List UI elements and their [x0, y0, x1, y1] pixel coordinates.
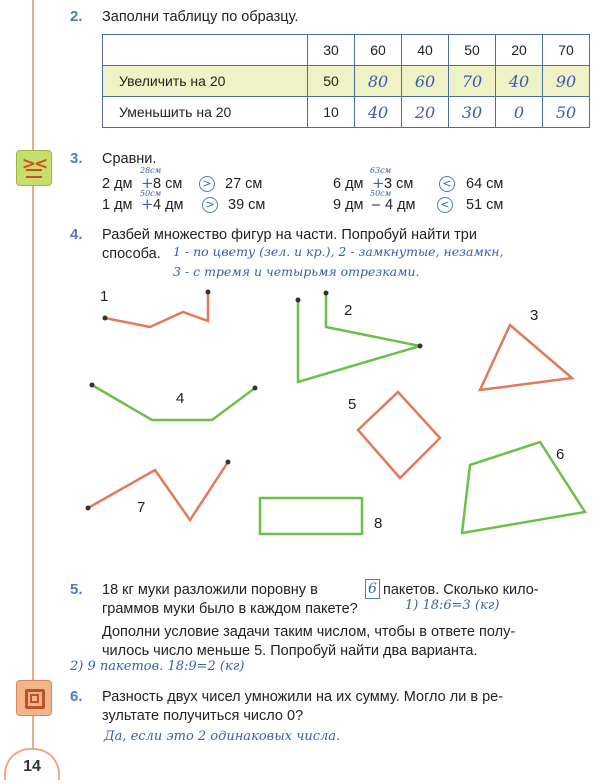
task6-number: 6. [70, 688, 83, 705]
figure-1-endpoint [206, 290, 211, 295]
compare-right: 51 см [466, 197, 504, 213]
figure-label-1: 1 [100, 288, 109, 305]
figure-3-shape [480, 325, 572, 390]
handwritten-note: 28см [140, 166, 162, 175]
task2-text: Заполни таблицу по образцу. [102, 9, 299, 25]
figure-7-endpoint [86, 506, 91, 511]
task5-line2: граммов муки было в каждом пакете? [102, 601, 358, 617]
table-header-cell: 40 [402, 35, 449, 66]
number-box: 6 [365, 579, 380, 599]
compare-marker-icon: >< [16, 150, 52, 186]
task6-line1: Разность двух чисел умножили на их сумму. Могло ли в ре- [102, 689, 504, 705]
task4-number: 4. [70, 226, 83, 243]
compare-sign-circle: > [199, 176, 215, 192]
page-number: 14 [4, 748, 60, 780]
row-label-increase: Увеличить на 20 [103, 66, 308, 97]
figure-label-2: 2 [344, 302, 353, 319]
figure-label-5: 5 [348, 396, 357, 413]
table-cell: 50 [308, 66, 355, 97]
task5-line1a: 18 кг муки разложили поровну в [102, 582, 318, 598]
figure-label-8: 8 [374, 515, 383, 532]
task5-line1b: пакетов. Сколько кило- [383, 582, 539, 598]
task3-text: Сравни. [102, 151, 157, 167]
handwritten-cell: 50 [543, 97, 590, 128]
table-header-cell: 60 [355, 35, 402, 66]
handwritten-cell: 40 [496, 66, 543, 97]
table-header-cell: 20 [496, 35, 543, 66]
handwritten-note: 50см [370, 189, 392, 198]
handwritten-plus: + [372, 174, 385, 192]
figure-1-endpoint [103, 316, 108, 321]
figure-2-shape [298, 293, 420, 382]
compare-left: 2 дм [102, 176, 133, 192]
compare-right: 64 см [466, 176, 504, 192]
compare-sign-circle: < [437, 197, 453, 213]
figure-label-4: 4 [176, 390, 185, 407]
compare-left: 6 дм [333, 176, 364, 192]
figure-2-vertex [418, 344, 423, 349]
task5-line4: чилось число меньше 5. Попробуй найти два варианта. [102, 643, 478, 659]
compare-sign-circle: > [202, 197, 218, 213]
task5-number: 5. [70, 581, 83, 598]
figure-6-shape [462, 442, 585, 533]
handwritten-answer: Да, если это 2 одинаковых числа. [104, 729, 341, 744]
task6-line2: зультате получиться число 0? [102, 708, 304, 724]
figure-2-endpoint [296, 298, 301, 303]
task5-line3: Дополни условие задачи таким числом, чтобы в ответе полу- [102, 624, 516, 640]
task2-number: 2. [70, 8, 83, 25]
spiral-marker-icon [16, 680, 52, 716]
handwritten-answer: 3 - с тремя и четырьмя отрезками. [173, 264, 420, 279]
handwritten-cell: 70 [449, 66, 496, 97]
handwritten-answer: 1) 18:6=3 (кг) [405, 598, 500, 613]
figure-7-shape [88, 462, 228, 520]
handwritten-note: 50см [140, 189, 162, 198]
handwritten-cell: 40 [355, 97, 402, 128]
compare-right: 27 см [225, 176, 263, 192]
handwritten-cell: 90 [543, 66, 590, 97]
handwritten-answer: 2) 9 пакетов. 18:9=2 (кг) [70, 659, 245, 674]
compare-sign-circle: < [439, 176, 455, 192]
figure-4-endpoint [253, 386, 258, 391]
figure-2-endpoint [324, 291, 329, 296]
figure-4-shape [92, 385, 255, 420]
figure-1-shape [105, 292, 208, 327]
minus-sign: – [372, 197, 381, 213]
compare-left: 3 см [384, 176, 414, 192]
compare-left: 1 дм [102, 197, 133, 213]
figure-8-shape [260, 498, 362, 534]
handwritten-cell: 80 [355, 66, 402, 97]
row-label-decrease: Уменьшить на 20 [103, 97, 308, 128]
compare-left: 4 дм [153, 197, 184, 213]
handwritten-note: 63см [370, 166, 392, 175]
compare-right: 39 см [228, 197, 266, 213]
figure-label-7: 7 [137, 499, 146, 516]
handwritten-cell: 30 [449, 97, 496, 128]
figure-label-3: 3 [530, 307, 539, 324]
handwritten-plus: + [141, 195, 154, 213]
figure-5-shape [358, 392, 440, 478]
table-header-cell: 50 [449, 35, 496, 66]
figure-4-endpoint [90, 383, 95, 388]
handwritten-answer: 1 - по цвету (зел. и кр.), 2 - замкнутые, незамкн, [173, 244, 504, 259]
compare-left: 8 см [153, 176, 183, 192]
task3-number: 3. [70, 150, 83, 167]
compare-left: 9 дм [333, 197, 364, 213]
handwritten-cell: 0 [496, 97, 543, 128]
table-cell: 10 [308, 97, 355, 128]
task4-line2: способа. [102, 246, 161, 262]
table-header-cell: 70 [543, 35, 590, 66]
figure-label-6: 6 [556, 446, 565, 463]
figure-7-endpoint [226, 460, 231, 465]
compare-left: 4 дм [385, 197, 416, 213]
handwritten-plus: + [141, 174, 154, 192]
handwritten-cell: 20 [402, 97, 449, 128]
table-header-cell: 30 [308, 35, 355, 66]
handwritten-cell: 60 [402, 66, 449, 97]
task4-line1: Разбей множество фигур на части. Попробуй найти три [102, 227, 477, 243]
